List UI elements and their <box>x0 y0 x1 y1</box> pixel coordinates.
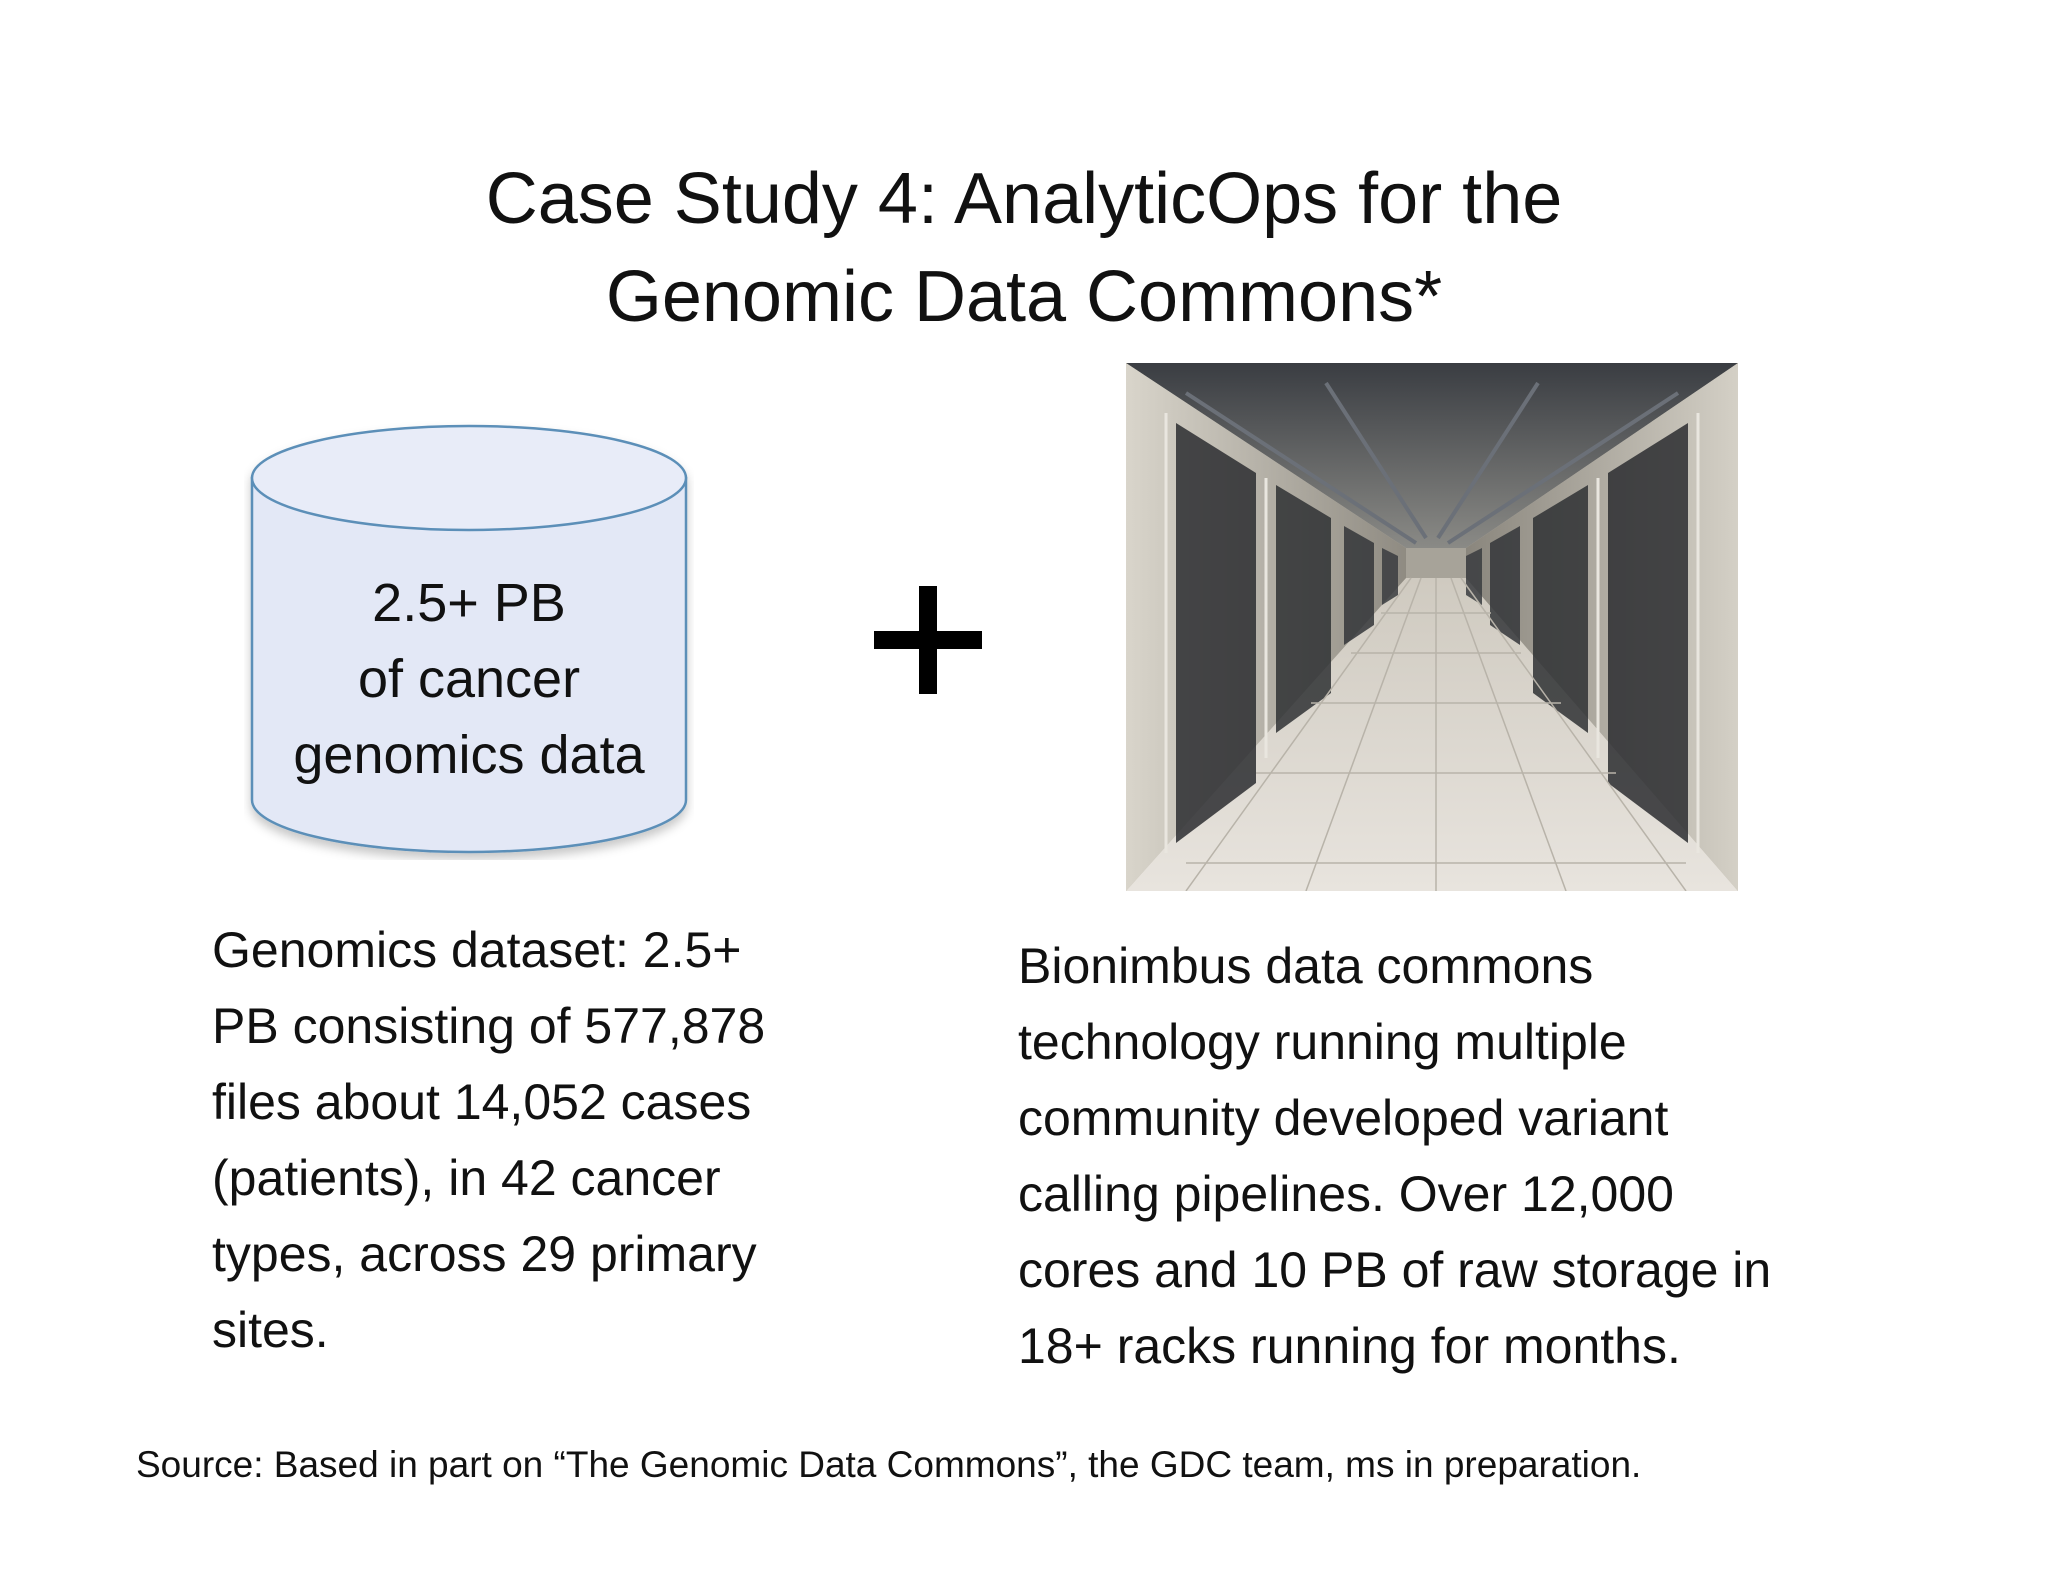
plus-icon <box>868 580 988 700</box>
slide-title-line-1: Case Study 4: AnalyticOps for the <box>485 159 1563 239</box>
genomics-dataset-description <box>212 912 765 1368</box>
cylinder-label-line-2: of cancer <box>357 649 581 709</box>
left-description-line-3: files about 14,052 cases <box>212 1074 752 1130</box>
left-description-line-5: types, across 29 primary <box>212 1226 757 1282</box>
right-description-line-3: community developed variant <box>1018 1090 1669 1146</box>
left-description-line-4: (patients), in 42 cancer <box>212 1150 721 1206</box>
server-aisle-image <box>1126 363 1738 891</box>
cylinder-label-line-1: 2.5+ PB <box>372 573 566 633</box>
right-description-line-5: cores and 10 PB of raw storage in <box>1018 1242 1772 1298</box>
right-description-line-4: calling pipelines. Over 12,000 <box>1018 1166 1674 1222</box>
source-citation: Source: Based in part on “The Genomic Data Commons”, the GDC team, ms in preparation. <box>136 1444 1642 1485</box>
left-description-line-2: PB consisting of 577,878 <box>212 998 766 1054</box>
left-description-line-1: Genomics dataset: 2.5+ <box>212 922 742 978</box>
bionimbus-description <box>1018 928 1771 1384</box>
cylinder-label-line-3: genomics data <box>293 725 645 785</box>
slide-title-line-2: Genomic Data Commons* <box>605 257 1443 337</box>
right-description-line-2: technology running multiple <box>1018 1014 1627 1070</box>
slide-title <box>0 150 2048 346</box>
cylinder-top <box>252 426 686 530</box>
left-description-line-6: sites. <box>212 1302 329 1358</box>
datacenter-photo <box>1126 363 1738 891</box>
right-description-line-6: 18+ racks running for months. <box>1018 1318 1681 1374</box>
cylinder-label <box>244 565 694 793</box>
database-cylinder <box>244 410 694 860</box>
right-description-line-1: Bionimbus data commons <box>1018 938 1594 994</box>
